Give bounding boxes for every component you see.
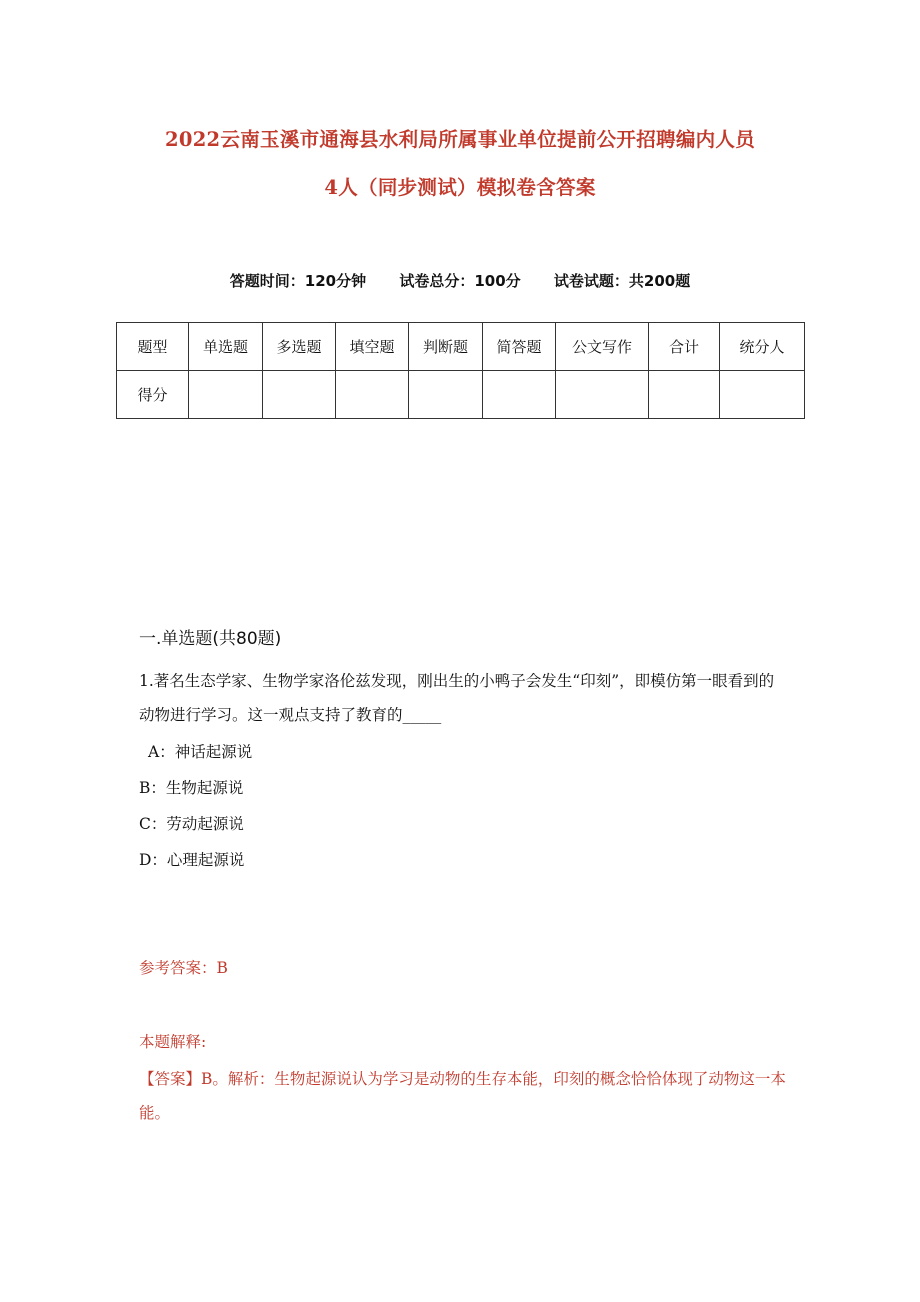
score-cell <box>649 371 720 419</box>
header-cell-multiple-choice: 多选题 <box>263 323 336 371</box>
section-heading: 一.单选题(共80题) <box>139 629 282 649</box>
question-text: 1.著名生态学家、生物学家洛伦兹发现，刚出生的小鸭子会发生“印刻”，即模仿第一眼看到的动物进行学习。这一观点支持了教育的_____ <box>139 672 775 724</box>
exam-total-questions: 试卷试题：共200题 <box>553 272 691 290</box>
score-cell <box>263 371 336 419</box>
score-cell <box>483 371 556 419</box>
document-title-line1: 2022云南玉溪市通海县水利局所属事业单位提前公开招聘编内人员 <box>164 128 756 151</box>
header-cell-single-choice: 单选题 <box>189 323 263 371</box>
header-cell-scorer: 统分人 <box>720 323 805 371</box>
option-c: C：劳动起源说 <box>139 815 244 833</box>
header-cell-true-false: 判断题 <box>409 323 483 371</box>
option-a: A：神话起源说 <box>148 743 253 761</box>
header-cell-type: 题型 <box>117 323 189 371</box>
score-cell <box>720 371 805 419</box>
option-b: B：生物起源说 <box>139 779 244 797</box>
score-cell <box>189 371 263 419</box>
score-cell <box>336 371 409 419</box>
score-table <box>116 322 805 419</box>
header-cell-short-answer: 简答题 <box>483 323 556 371</box>
row-label-score: 得分 <box>117 371 189 419</box>
document-title-line2: 4人（同步测试）模拟卷含答案 <box>324 176 596 199</box>
header-cell-total: 合计 <box>649 323 720 371</box>
exam-info <box>0 270 920 291</box>
score-cell <box>556 371 649 419</box>
header-cell-official-writing: 公文写作 <box>556 323 649 371</box>
option-d: D：心理起源说 <box>139 851 245 869</box>
header-cell-fill-blank: 填空题 <box>336 323 409 371</box>
reference-answer: 参考答案：B <box>139 959 228 977</box>
exam-time: 答题时间：120分钟 <box>229 272 367 290</box>
score-table-header-row <box>117 323 805 371</box>
score-table-score-row <box>117 371 805 419</box>
explanation-heading: 本题解释: <box>139 1033 207 1051</box>
score-cell <box>409 371 483 419</box>
exam-total-score: 试卷总分：100分 <box>399 272 521 290</box>
explanation-text: 【答案】B。解析：生物起源说认为学习是动物的生存本能，印刻的概念恰恰体现了动物这一本能。 <box>139 1070 786 1122</box>
